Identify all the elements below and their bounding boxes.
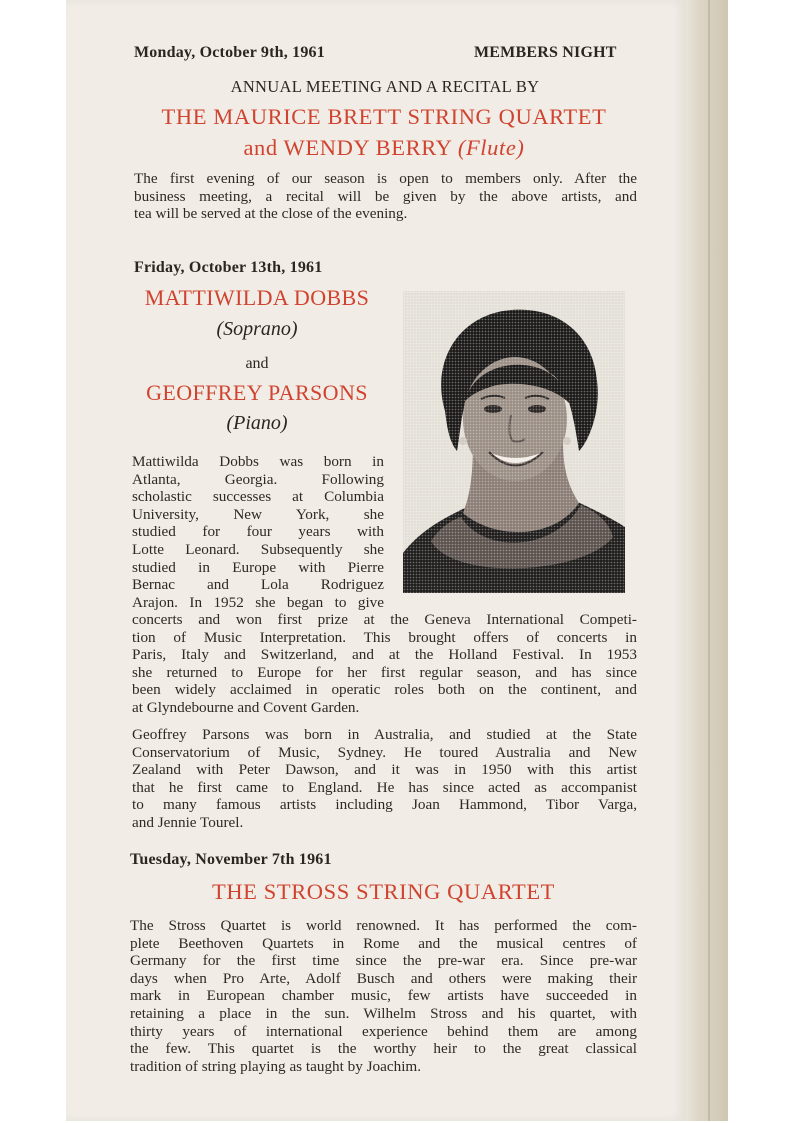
event2-bio1-line: studied in Europe with Pierre [132, 558, 384, 576]
event1-title-line2-prefix: and WENDY BERRY [243, 135, 452, 160]
event2-bio2-line: Geoffrey Parsons was born in Australia, and studied at the State [132, 726, 637, 743]
event2-artist2: GEOFFREY PARSONS [146, 380, 368, 405]
event3-date: Tuesday, November 7th 1961 [130, 851, 332, 868]
event1-body-line: The first evening of our season is open to members only. After the [134, 170, 637, 187]
event2-bio1-cont-line: tion of Music Interpretation. This brought offers of concerts in [132, 628, 637, 646]
event2-artist1: MATTIWILDA DOBBS [144, 285, 370, 310]
event2-bio1-column [132, 453, 384, 611]
event2-bio2-line: Conservatorium of Music, Sydney. He toured Australia and New [132, 743, 637, 761]
left-margin [0, 0, 66, 1123]
event1-body-line: tea will be served at the close of the evening. [134, 205, 408, 223]
event1-body-line: business meeting, a recital will be given by the above artists, and [134, 187, 637, 205]
event2-bio1-line: Lotte Leonard. Subsequently she [132, 540, 384, 558]
event3-body-line: mark in European chamber music, few artists have succeeded in [130, 987, 637, 1005]
event2-bio1-line: Bernac and Lola Rodriguez [132, 576, 384, 594]
event3-body-line: retaining a place in the sun. Wilhelm Stross and his quartet, with [130, 1004, 637, 1022]
event2-artist2-role: (Piano) [226, 412, 288, 434]
event2-bio1-line: Arajon. In 1952 she began to give [132, 593, 384, 611]
event3-body-line: plete Beethoven Quartets in Rome and the musical centres of [130, 934, 637, 952]
event2-bio1-cont-line: Paris, Italy and Switzerland, and at the Holland Festival. In 1953 [132, 646, 637, 664]
event3-body-line: tradition of string playing as taught by Joachim. [130, 1057, 422, 1075]
event2-bio1-line: scholastic successes at Columbia [132, 488, 384, 506]
event1-date: Monday, October 9th, 1961 [134, 44, 325, 61]
event1-body [134, 170, 637, 223]
event3-body-line: thirty years of international experience behind them are among [130, 1022, 637, 1040]
event1-title-line1: THE MAURICE BRETT STRING QUARTET [161, 104, 607, 129]
event2-bio1-cont-line: been widely acclaimed in operatic roles both on the continent, and [132, 681, 637, 699]
event3-body-line: The Stross Quartet is world renowned. It has performed the com- [130, 917, 637, 934]
event2-bio2-line: that he first came to England. He has since acted as accompanist [132, 778, 637, 796]
event1-title-line2 [130, 135, 638, 161]
event2-bio1-line: Atlanta, Georgia. Following [132, 470, 384, 488]
event1-tag: MEMBERS NIGHT [474, 44, 617, 61]
event2-date: Friday, October 13th, 1961 [134, 259, 323, 276]
event3-title: THE STROSS STRING QUARTET [211, 879, 556, 904]
event1-subtitle: ANNUAL MEETING AND A RECITAL BY [230, 77, 540, 96]
event2-bio1-cont-line: she returned to Europe for her first regular season, and has since [132, 663, 637, 681]
event2-bio1-cont-line: at Glyndebourne and Covent Garden. [132, 698, 360, 716]
event3-body-line: Germany for the first time since the pre-war era. Since pre-war [130, 952, 637, 970]
event1-instrument: (Flute) [457, 135, 525, 160]
event3-body-line: days when Pro Arte, Adolf Busch and others were making their [130, 969, 637, 987]
event2-bio2-line: Zealand with Peter Dawson, and it was in 1950 with this artist [132, 761, 637, 779]
event3-body-line: the few. This quartet is the worthy heir to the great classical [130, 1040, 637, 1058]
event2-bio1-continued [132, 611, 637, 717]
event3-body [130, 917, 637, 1075]
event2-conjunction: and [245, 355, 269, 372]
event2-bio1-line: University, New York, she [132, 505, 384, 523]
event2-bio2 [132, 726, 637, 832]
event2-bio2-line: to many famous artists including Joan Hammond, Tibor Varga, [132, 796, 637, 814]
event2-bio2-line: and Jennie Tourel. [132, 813, 244, 831]
right-margin [728, 0, 794, 1123]
event2-bio1-line: Mattiwilda Dobbs was born in [132, 453, 384, 470]
event2-bio1-line: studied for four years with [132, 523, 384, 541]
portrait-photo [403, 291, 625, 593]
event2-bio1-cont-line: concerts and won first prize at the Geneva International Competi- [132, 611, 637, 628]
page-edge [686, 0, 728, 1121]
event2-artist1-role: (Soprano) [216, 318, 298, 340]
